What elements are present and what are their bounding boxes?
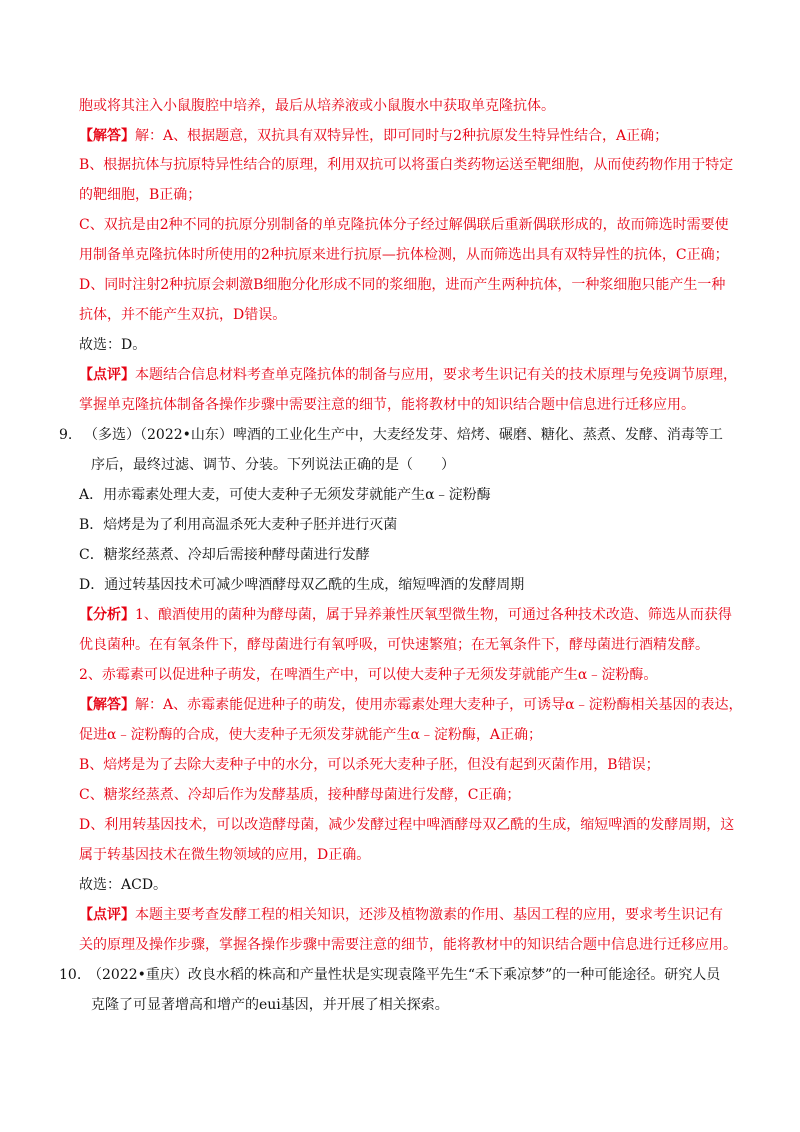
q9-review-2: 关的原理及操作步骤，掌握各操作步骤中需要注意的细节，能将教材中的知识结合题中信息进行迁移应用。 [79,937,737,953]
q8-answer-d1: D、同时注射2种抗原会刺激B细胞分化形成不同的浆细胞，进而产生两种抗体，一种浆细胞只能产生一种 [79,277,726,293]
q8-answer-a [79,126,668,146]
review-tag: 【点评】 [79,907,135,923]
q8-review-2: 掌握单克隆抗体制备各操作步骤中需要注意的细节，能将教材中的知识结合题中信息进行迁移应用。 [79,397,695,413]
q8-answer-d2: 抗体，并不能产生双抗，D错误。 [79,307,287,323]
review-text: 本题结合信息材料考查单克隆抗体的制备与应用，要求考生识记有关的技术原理与免疫调节原理， [135,367,737,383]
q9-option-d: D．通过转基因技术可减少啤酒酵母双乙酰的生成，缩短啤酒的发酵周期 [79,577,525,593]
q8-tail-line: 胞或将其注入小鼠腹腔中培养，最后从培养液或小鼠腹水中获取单克隆抗体。 [79,98,555,114]
analysis-tag: 【分析】 [79,607,135,623]
q9-answer-a1 [79,695,743,715]
q9-answer-c: C、糖浆经蒸煮、冷却后作为发酵基质，接种酵母菌进行发酵，C正确； [79,787,521,803]
q9-answer-a2: 促进α﹣淀粉酶的合成，使大麦种子无须发芽就能产生α﹣淀粉酶，A正确； [79,727,543,743]
answer-text: 解：A、赤霉素能促进种子的萌发，使用赤霉素处理大麦种子，可诱导α﹣淀粉酶相关基因的表达， [135,697,743,713]
q8-answer-c2: 用制备单克隆抗体时所使用的2种抗原来进行抗原—抗体检测，从而筛选出具有双特异性的抗体，C正确； [79,247,729,263]
q9-analysis-1 [79,605,732,625]
answer-tag: 【解答】 [79,697,135,713]
q9-choice: 故选：ACD。 [79,877,168,893]
answer-text: 解：A、根据题意，双抗具有双特异性，即可同时与2种抗原发生特异性结合，A正确； [135,128,669,144]
q8-review-1 [79,365,737,385]
q9-stem-1: （多选）（2022•山东）啤酒的工业化生产中，大麦经发芽、焙烤、碾磨、糖化、蒸煮、发酵、消毒等工 [84,427,723,443]
q9-answer-d2: 属于转基因技术在微生物领域的应用，D正确。 [79,847,371,863]
q8-answer-b1: B、根据抗体与抗原特异性结合的原理，利用双抗可以将蛋白类药物运送至靶细胞，从而使药物作用于特定 [79,157,734,173]
review-text: 本题主要考查发酵工程的相关知识，还涉及植物激素的作用、基因工程的应用，要求考生识记有 [135,907,723,923]
q9-analysis-3: 2、赤霉素可以促进种子萌发，在啤酒生产中，可以使大麦种子无须发芽就能产生α﹣淀粉酶。 [79,667,658,683]
q9-option-b: B．焙烤是为了利用高温杀死大麦种子胚并进行灭菌 [79,517,398,533]
q9-option-a: A．用赤霉素处理大麦，可使大麦种子无须发芽就能产生α﹣淀粉酶 [79,487,491,503]
answer-tag: 【解答】 [79,128,135,144]
q9-answer-b: B、焙烤是为了去除大麦种子中的水分，可以杀死大麦种子胚，但没有起到灭菌作用，B错误； [79,757,660,773]
q8-answer-c1: C、双抗是由2种不同的抗原分别制备的单克隆抗体分子经过解偶联后重新偶联形成的，故而筛选时需要使 [79,217,729,233]
q8-answer-b2: 的靶细胞，B正确； [79,187,202,203]
q10-stem-1: （2022•重庆）改良水稻的株高和产量性状是实现袁隆平先生“禾下乘凉梦”的一种可能途径。研究人员 [88,967,721,983]
q9-analysis-2: 优良菌种。在有氧条件下，酵母菌进行有氧呼吸，可快速繁殖；在无氧条件下，酵母菌进行酒精发酵。 [79,637,709,653]
q9-review-1 [79,905,723,925]
q9-number: 9. [59,427,73,443]
q8-choice: 故选：D。 [79,337,147,353]
q9-answer-d1: D、利用转基因技术，可以改造酵母菌，减少发酵过程中啤酒酵母双乙酰的生成，缩短啤酒的发酵周期，这 [79,817,735,833]
q10-stem-2: 克隆了可显著增高和增产的eui基因，并开展了相关探索。 [91,997,449,1013]
q9-option-c: C．糖浆经蒸煮、冷却后需接种酵母菌进行发酵 [79,547,370,563]
analysis-text: 1、酿酒使用的菌种为酵母菌，属于异养兼性厌氧型微生物，可通过各种技术改造、筛选从而获得 [135,607,732,623]
review-tag: 【点评】 [79,367,135,383]
q9-stem-2: 序后，最终过滤、调节、分装。下列说法正确的是（ ） [91,457,455,473]
q10-number: 10. [59,967,82,983]
